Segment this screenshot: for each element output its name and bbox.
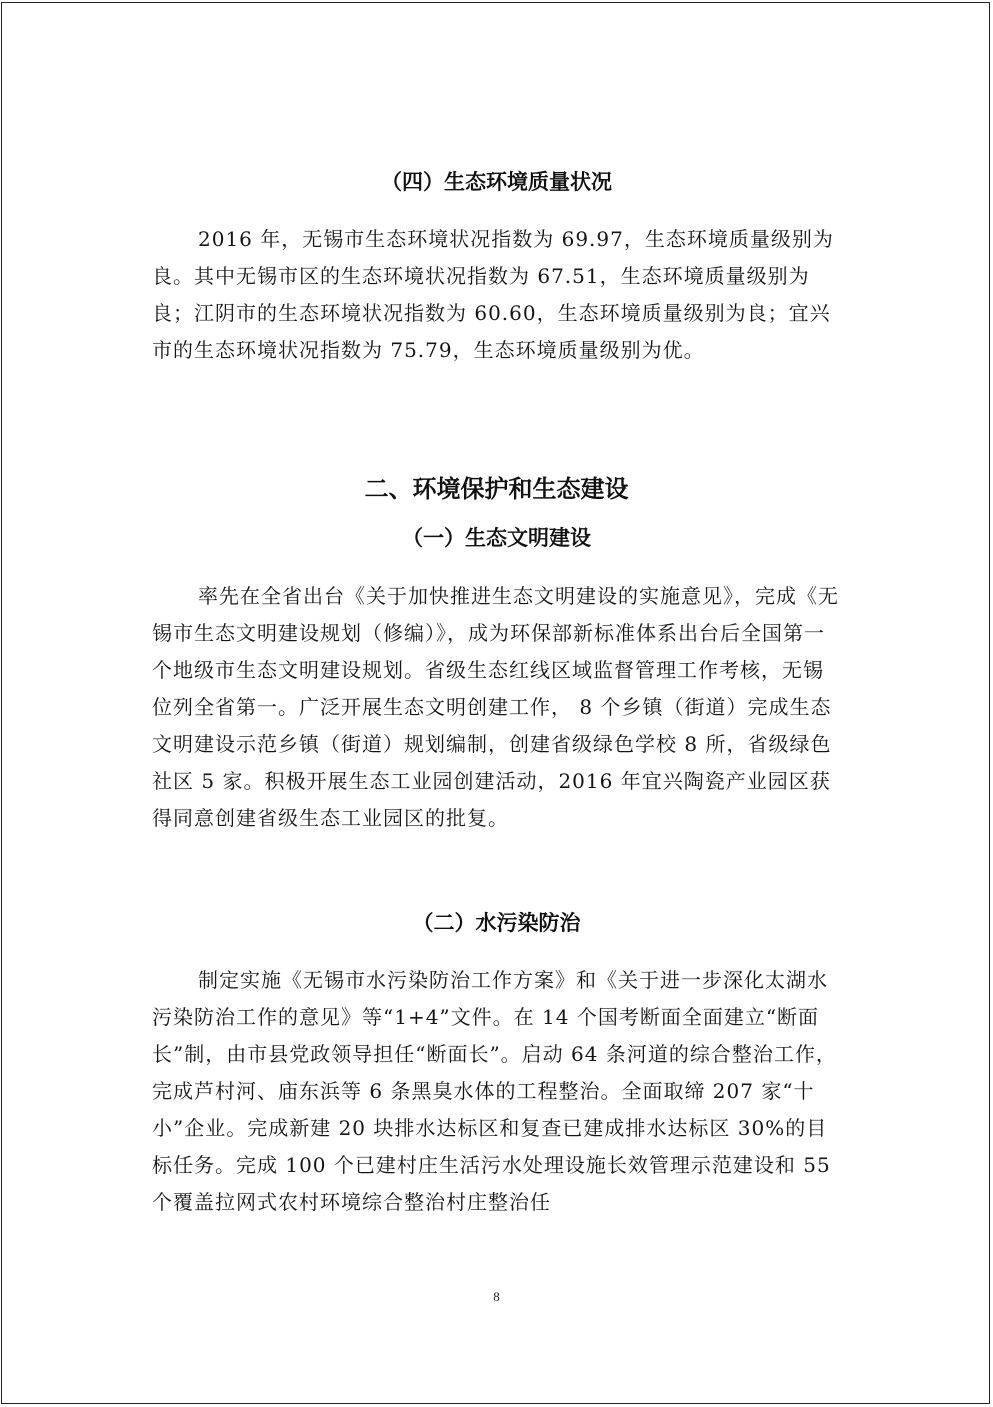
paragraph-ecological-civilization: 率先在全省出台《关于加快推进生态文明建设的实施意见》，完成《无锡市生态文明建设规划（修编）》，成为环保部新标准体系出台后全国第一个地级市生态文明建设规划。省级生态红线区域监督管理工作考核，无锡位列全省第一。广泛开展生态文明创建工作， 8 个乡镇（街道）完成生态文明建设示范乡镇（街道）规划编制，创建省级绿色学校 8 所，省级绿色社区 5 家。积极开展生态工业园创建活动，2016 年宜兴陶瓷产业园区获得同意创建省级生态工业园区的批复。: [152, 584, 839, 830]
section-heading-ecological-quality: （四）生态环境质量状况: [381, 170, 612, 194]
section-heading-ecological-civilization: （一）生态文明建设: [402, 526, 591, 550]
paragraph-ecological-quality: 2016 年，无锡市生态环境状况指数为 69.97，生态环境质量级别为良。其中无锡市区的生态环境状况指数为 67.51，生态环境质量级别为良；江阴市的生态环境状况指数为 60.60，生态环境质量级别为良；宜兴市的生态环境状况指数为 75.79，生态环境质量级别为优。: [152, 227, 834, 362]
section-heading-water-pollution: （二）水污染防治: [412, 911, 581, 935]
paragraph-water-pollution: 制定实施《无锡市水污染防治工作方案》和《关于进一步深化太湖水污染防治工作的意见》等“1+4”文件。在 14 个国考断面全面建立“断面长”制，由市县党政领导担任“断面长”。启动 64 条河道的综合整治工作，完成芦村河、庙东浜等 6 条黑臭水体的工程整治。全面取缔 207 家“十小”企业。完成新建 20 块排水达标区和复查已建成排水达标区 30%的目标任务。完成 100 个已建村庄生活污水处理设施长效管理示范建设和 55 个覆盖拉网式农村环境综合整治村庄整治任: [152, 968, 837, 1214]
page-number: 8: [493, 1289, 500, 1304]
chapter-heading-environmental-protection: 二、环境保护和生态建设: [364, 475, 629, 503]
